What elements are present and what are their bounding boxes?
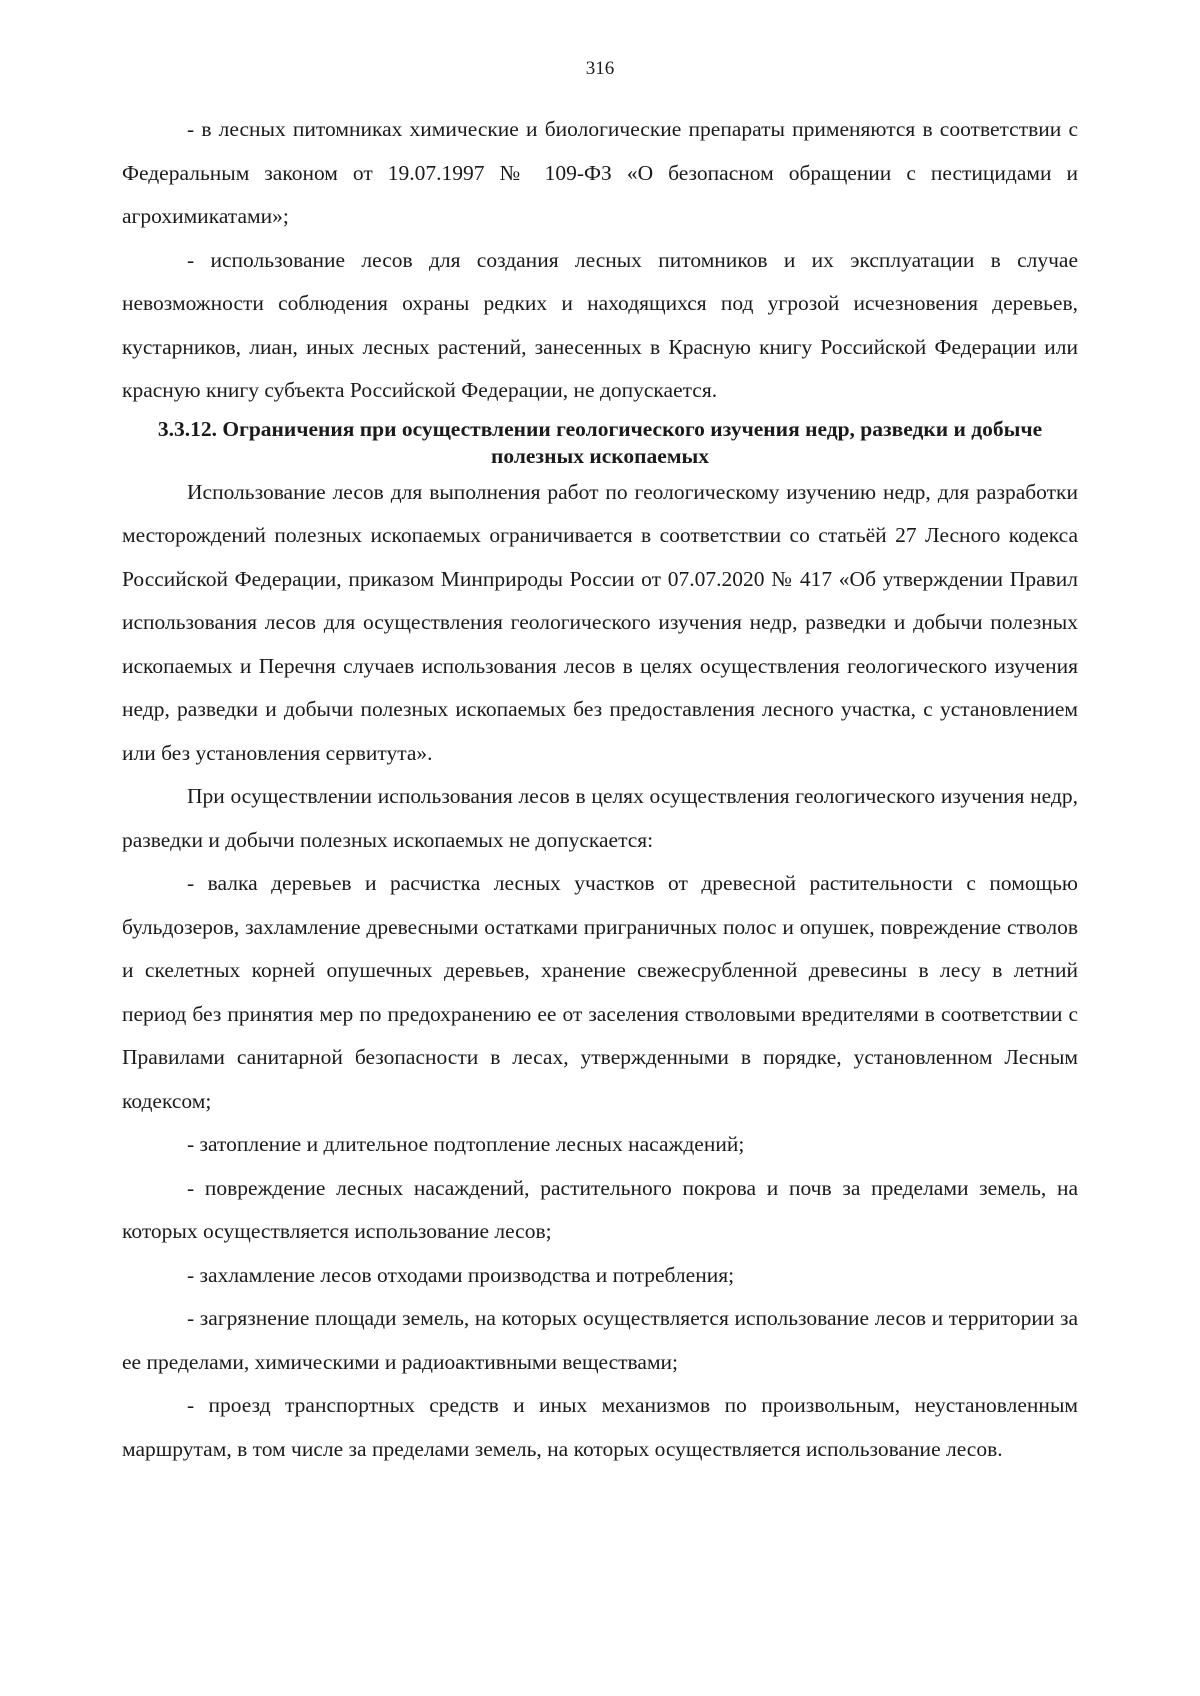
paragraph-nursery-red-book: - использование лесов для создания лесных питомников и их эксплуатации в случае невозможности соблюдения охраны редких и находящихся под угрозой исчезновения деревьев, кустарников, лиан, иных лесных растений, занесенных в Красную книгу Российской Федерации или красную книгу субъекта Российской Федерации, не допускается.: [122, 247, 1078, 402]
section-heading: 3.3.12. Ограничения при осуществлении геологического изучения недр, разведки и добыче полезных ископаемых: [157, 416, 1043, 468]
paragraph-geology-usage: Использование лесов для выполнения работ по геологическому изучению недр, для разработки месторождений полезных ископаемых ограничивается в соответствии со статьёй 27 Лесного кодекса Российской Федерации, приказом Минприроды России от 07.07.2020 № 417 «Об утверждении Правил использования лесов для осуществления геологического изучения недр, разведки и добычи полезных ископаемых и Перечня случаев использования лесов в целях осуществления геологического изучения недр, разведки и добычи полезных ископаемых без предоставления лесного участка, с установлением или без установления сервитута».: [122, 479, 1078, 765]
page-number: 316: [585, 58, 615, 79]
list-item-vehicle-passage: - проезд транспортных средств и иных механизмов по произвольным, неустановленным маршрутам, в том числе за пределами земель, на которых осуществляется использование лесов.: [122, 1393, 1078, 1461]
list-item-littering: - захламление лесов отходами производства и потребления;: [187, 1262, 735, 1287]
list-item-damage: - повреждение лесных насаждений, растительного покрова и почв за пределами земель, на которых осуществляется использование лесов;: [122, 1175, 1078, 1243]
list-item-flooding: - затопление и длительное подтопление лесных насаждений;: [187, 1132, 745, 1156]
list-item-pollution: - загрязнение площади земель, на которых осуществляется использование лесов и территории за ее пределами, химическими и радиоактивными веществами;: [122, 1306, 1078, 1374]
document-body: [122, 108, 1078, 1471]
paragraph-nursery-chemicals: - в лесных питомниках химические и биологические препараты применяются в соответствии с Федеральным законом от 19.07.1997 № 109-ФЗ «О безопасном обращении с пестицидами и агрохимикатами»;: [122, 117, 1078, 228]
list-item-felling: - валка деревьев и расчистка лесных участков от древесной растительности с помощью бульдозеров, захламление древесными остатками приграничных полос и опушек, повреждение стволов и скелетных корней опушечных деревьев, хранение свежесрубленной древесины в лесу в летний период без принятия мер по предохранению ее от заселения стволовыми вредителями в соответствии с Правилами санитарной безопасности в лесах, утвержденными в порядке, установленном Лесным кодексом;: [122, 871, 1078, 1113]
paragraph-not-allowed-intro: При осуществлении использования лесов в целях осуществления геологического изучения недр, разведки и добычи полезных ископаемых не допускается:: [122, 784, 1078, 852]
